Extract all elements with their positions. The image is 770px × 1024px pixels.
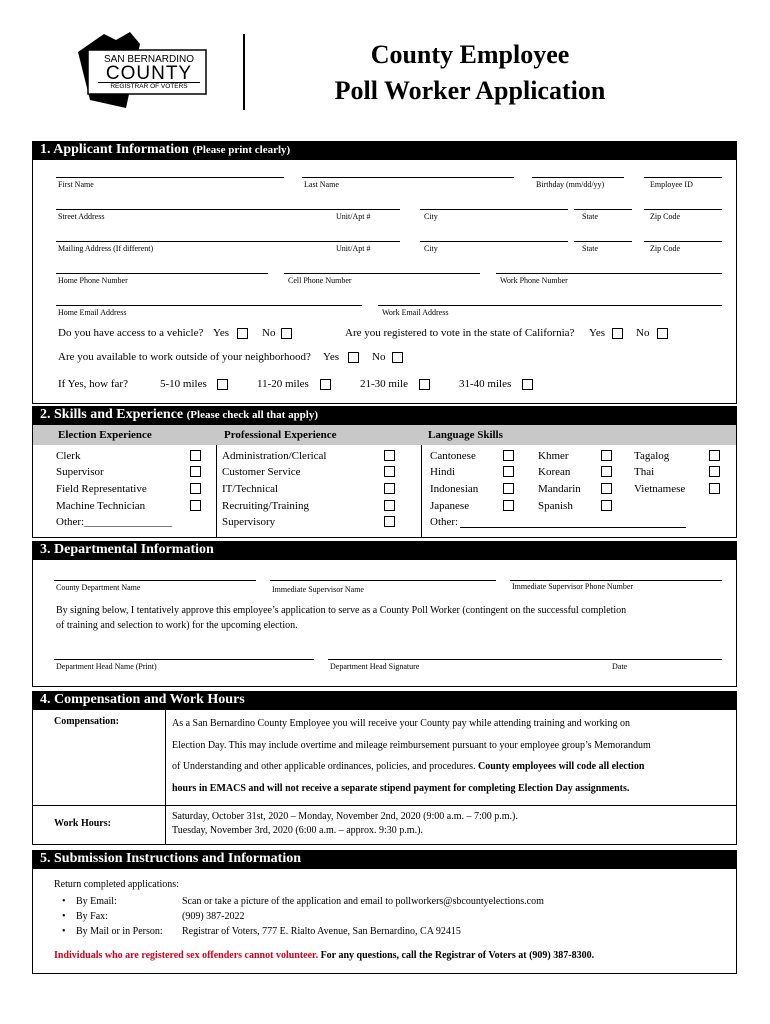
skill-clerk-label: Clerk [56, 450, 81, 462]
vehicle-yes-checkbox[interactable] [237, 328, 248, 339]
lang-tagalog-checkbox[interactable] [709, 450, 720, 461]
skill-customer-service-checkbox[interactable] [384, 466, 395, 477]
last-name-label: Last Name [304, 180, 339, 189]
skill-election-other[interactable]: Other:________________ [56, 516, 173, 528]
first-name-label: First Name [58, 180, 94, 189]
footer-notice [54, 950, 594, 961]
approval-text-line2: of training and selection to work) for the upcoming election. [56, 620, 298, 631]
bullet-dot-icon: • [62, 926, 66, 937]
page-title-line1: County Employee [370, 40, 570, 69]
vehicle-yes-label: Yes [213, 327, 230, 339]
skill-admin-checkbox[interactable] [384, 450, 395, 461]
outside-question: Are you available to work outside of your neighborhood? [58, 351, 311, 363]
lang-thai-label: Thai [634, 466, 655, 478]
employee-id-line[interactable] [644, 177, 722, 178]
section2-header [32, 406, 737, 424]
distance-11-20-checkbox[interactable] [320, 379, 331, 390]
lang-indonesian-checkbox[interactable] [503, 483, 514, 494]
head-name-label: Department Head Name (Print) [56, 662, 157, 671]
lang-japanese-checkbox[interactable] [503, 500, 514, 511]
supervisor-label: Immediate Supervisor Name [272, 585, 364, 594]
lang-cantonese-checkbox[interactable] [503, 450, 514, 461]
work-email-line[interactable] [378, 305, 722, 306]
col-divider-2 [421, 445, 422, 538]
email-text: Scan or take a picture of the application and email to pollworkers@sbcountyelections.com [182, 896, 544, 907]
head-signature-line[interactable] [328, 659, 722, 660]
fax-label: By Fax: [76, 911, 108, 922]
work-phone-label: Work Phone Number [500, 276, 568, 285]
how-far-label: If Yes, how far? [58, 378, 128, 390]
distance-21-30-label: 21-30 mile [360, 378, 408, 390]
lang-hindi-label: Hindi [430, 466, 456, 478]
state-line[interactable] [574, 209, 632, 210]
vehicle-question: Do you have access to a vehicle? [58, 327, 204, 339]
section1-title: 1. Applicant Information [40, 142, 189, 157]
outside-yes-label: Yes [323, 351, 340, 363]
supervisor-phone-label: Immediate Supervisor Phone Number [512, 582, 634, 591]
lang-khmer-label: Khmer [538, 450, 569, 462]
lang-japanese-label: Japanese [430, 500, 470, 512]
skill-supervisor-label: Supervisor [56, 466, 104, 478]
city-line[interactable] [420, 209, 568, 210]
city2-label: City [424, 244, 438, 253]
comp-text-line3a: of Understanding and other applicable ordinances, policies, and procedures. [172, 761, 476, 772]
skill-recruiting-checkbox[interactable] [384, 500, 395, 511]
unit-label: Unit/Apt # [336, 212, 371, 221]
lang-vietnamese-label: Vietnamese [634, 483, 686, 495]
unit2-label: Unit/Apt # [336, 244, 371, 253]
cell-phone-line[interactable] [284, 273, 480, 274]
vehicle-no-label: No [262, 327, 276, 339]
section2-subtitle: (Please check all that apply) [186, 409, 319, 421]
home-email-line[interactable] [56, 305, 362, 306]
col-election-header: Election Experience [58, 429, 152, 441]
col-language-header: Language Skills [428, 429, 503, 441]
county-logo [68, 30, 210, 112]
lang-other-label: Other: [430, 516, 459, 528]
header-divider [243, 34, 245, 110]
skill-supervisory-label: Supervisory [222, 516, 276, 528]
compensation-label: Compensation: [54, 716, 120, 727]
distance-31-40-checkbox[interactable] [522, 379, 533, 390]
skill-field-rep-checkbox[interactable] [190, 483, 201, 494]
lang-khmer-checkbox[interactable] [601, 450, 612, 461]
lang-indonesian-label: Indonesian [430, 483, 479, 495]
work-hours-label: Work Hours: [54, 818, 111, 829]
lang-korean-checkbox[interactable] [601, 466, 612, 477]
dept-name-label: County Department Name [56, 583, 141, 592]
comp-text-line3b: County employees will code all election [478, 761, 645, 772]
section4-header [32, 691, 737, 709]
state2-label: State [582, 244, 598, 253]
logo-line1: SAN BERNARDINO [103, 54, 194, 65]
vehicle-no-checkbox[interactable] [281, 328, 292, 339]
state2-line[interactable] [574, 241, 632, 242]
registered-yes-label: Yes [589, 327, 606, 339]
logo-line3: REGISTRAR OF VOTERS [98, 82, 200, 90]
first-name-line[interactable] [56, 177, 284, 178]
street-line[interactable] [56, 209, 400, 210]
lang-spanish-checkbox[interactable] [601, 500, 612, 511]
home-phone-label: Home Phone Number [58, 276, 128, 285]
lang-other-line[interactable] [460, 527, 686, 528]
section1-box [32, 159, 737, 404]
skill-it-checkbox[interactable] [384, 483, 395, 494]
skill-recruiting-label: Recruiting/Training [222, 500, 309, 512]
submission-intro: Return completed applications: [54, 879, 179, 890]
comp-text-line2: Election Day. This may include overtime and mileage reimbursement pursuant to your employee group’s Memorandum [172, 740, 651, 751]
registered-no-checkbox[interactable] [657, 328, 668, 339]
section3-title: 3. Departmental Information [40, 542, 214, 557]
date-label: Date [612, 662, 628, 671]
mail-text: Registrar of Voters, 777 E. Rialto Avenue, San Bernardino, CA 92415 [182, 926, 461, 937]
skill-clerk-checkbox[interactable] [190, 450, 201, 461]
sex-offender-warning: Individuals who are registered sex offenders cannot volunteer. [54, 950, 319, 961]
distance-5-10-checkbox[interactable] [217, 379, 228, 390]
skill-admin-label: Administration/Clerical [222, 450, 327, 462]
logo-line2: COUNTY [105, 63, 193, 84]
lang-korean-label: Korean [538, 466, 571, 478]
dept-name-line[interactable] [54, 580, 256, 581]
outside-no-label: No [372, 351, 386, 363]
section5-header [32, 850, 737, 868]
page-title-line2: Poll Worker Application [334, 76, 606, 105]
street-label: Street Address [58, 212, 105, 221]
approval-text-line1: By signing below, I tentatively approve this employee’s application to serve as a County Poll Worker (contingent on the successful completion [56, 605, 627, 616]
work-email-label: Work Email Address [382, 308, 449, 317]
skill-field-rep-label: Field Representative [56, 483, 147, 495]
state-label: State [582, 212, 598, 221]
skill-supervisor-checkbox[interactable] [190, 466, 201, 477]
employee-id-label: Employee ID [650, 180, 693, 189]
comp-text-line4: hours in EMACS and will not receive a separate stipend payment for completing Election Day assignments. [172, 783, 630, 794]
hours-line1: Saturday, October 31st, 2020 – Monday, November 2nd, 2020 (9:00 a.m. – 7:00 p.m.). [172, 811, 518, 822]
skill-it-label: IT/Technical [222, 483, 279, 495]
section3-header [32, 541, 737, 559]
section4-divider-h [32, 805, 737, 806]
work-phone-line[interactable] [496, 273, 722, 274]
lang-cantonese-label: Cantonese [430, 450, 476, 462]
registered-question: Are you registered to vote in the state of California? [345, 327, 575, 339]
distance-11-20-label: 11-20 miles [257, 378, 309, 390]
zip2-label: Zip Code [650, 244, 680, 253]
section1-header [32, 141, 737, 159]
lang-tagalog-label: Tagalog [634, 450, 670, 462]
supervisor-phone-line[interactable] [510, 580, 722, 581]
fax-text: (909) 387-2022 [182, 911, 245, 922]
birthday-label: Birthday (mm/dd/yy) [536, 180, 605, 189]
lang-spanish-label: Spanish [538, 500, 573, 512]
mailing-label: Mailing Address (If different) [58, 244, 154, 253]
outside-no-checkbox[interactable] [392, 352, 403, 363]
city2-line[interactable] [420, 241, 568, 242]
lang-vietnamese-checkbox[interactable] [709, 483, 720, 494]
section4-title: 4. Compensation and Work Hours [40, 692, 245, 707]
col-divider-1 [216, 445, 217, 538]
home-email-label: Home Email Address [58, 308, 127, 317]
birthday-line[interactable] [532, 177, 624, 178]
mailing-line[interactable] [56, 241, 400, 242]
bullet-dot-icon: • [62, 911, 66, 922]
section2-title: 2. Skills and Experience [40, 407, 184, 422]
lang-hindi-checkbox[interactable] [503, 466, 514, 477]
hours-line2: Tuesday, November 3rd, 2020 (6:00 a.m. – approx. 9:30 p.m.). [172, 825, 423, 836]
lang-mandarin-label: Mandarin [538, 483, 581, 495]
lang-mandarin-checkbox[interactable] [601, 483, 612, 494]
home-phone-line[interactable] [56, 273, 268, 274]
comp-text-line1: As a San Bernardino County Employee you will receive your County pay while attending training and working on [172, 718, 630, 729]
registered-yes-checkbox[interactable] [612, 328, 623, 339]
comp-text-line3 [172, 761, 644, 772]
email-label: By Email: [76, 896, 117, 907]
zip-label: Zip Code [650, 212, 680, 221]
skill-machine-tech-label: Machine Technician [56, 500, 146, 512]
zip2-line[interactable] [644, 241, 722, 242]
cell-phone-label: Cell Phone Number [288, 276, 352, 285]
bullet-dot-icon: • [62, 896, 66, 907]
lang-thai-checkbox[interactable] [709, 466, 720, 477]
distance-31-40-label: 31-40 miles [459, 378, 512, 390]
zip-line[interactable] [644, 209, 722, 210]
last-name-line[interactable] [302, 177, 514, 178]
section1-subtitle: (Please print clearly) [192, 144, 291, 156]
supervisor-line[interactable] [270, 580, 496, 581]
section4-divider-v [165, 709, 166, 845]
col-professional-header: Professional Experience [224, 429, 337, 441]
questions-contact: For any questions, call the Registrar of Voters at (909) 387-8300. [320, 950, 595, 961]
skill-machine-tech-checkbox[interactable] [190, 500, 201, 511]
city-label: City [424, 212, 438, 221]
distance-5-10-label: 5-10 miles [160, 378, 207, 390]
registered-no-label: No [636, 327, 650, 339]
skill-customer-service-label: Customer Service [222, 466, 301, 478]
section5-title: 5. Submission Instructions and Information [40, 851, 302, 866]
mail-label: By Mail or in Person: [76, 926, 163, 937]
head-name-line[interactable] [54, 659, 314, 660]
distance-21-30-checkbox[interactable] [419, 379, 430, 390]
outside-yes-checkbox[interactable] [348, 352, 359, 363]
skill-supervisory-checkbox[interactable] [384, 516, 395, 527]
head-signature-label: Department Head Signature [330, 662, 420, 671]
